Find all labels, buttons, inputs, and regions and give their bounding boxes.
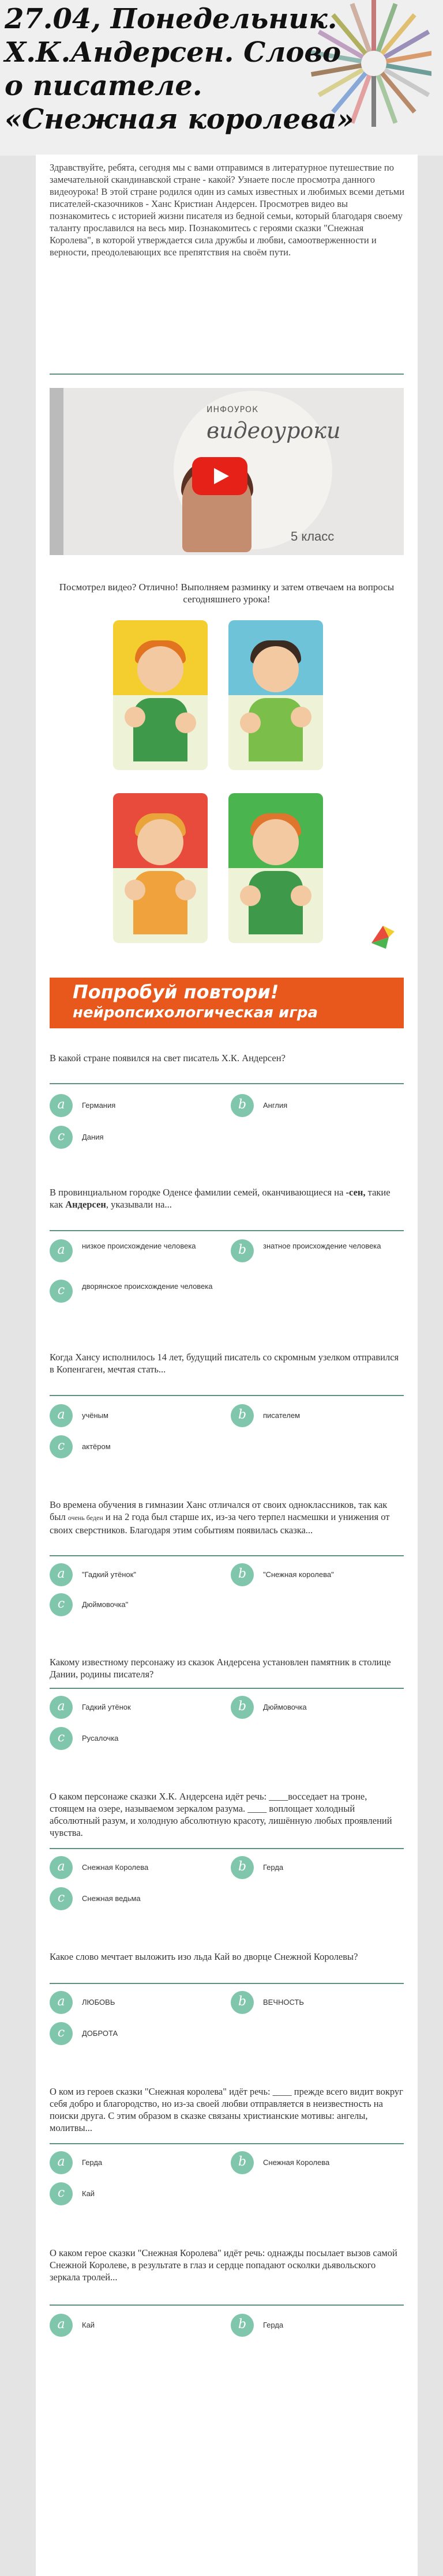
game-panel xyxy=(113,793,208,943)
option-letter-badge: a xyxy=(50,1696,73,1719)
option-letter-badge: a xyxy=(50,1094,73,1117)
game-panel xyxy=(228,620,323,770)
answer-option[interactable] xyxy=(50,1991,217,2014)
option-label: ДОБРОТА xyxy=(82,2029,118,2038)
option-letter-badge: c xyxy=(50,1593,73,1616)
question-text: О ком из героев сказки "Снежная королева" идёт речь: ____ прежде всего видит вокруг себя добро и благородство, но из-за своей любви отправляется в неизвестность на поиски друга. С этим образом в сказке связаны христианские мотивы: ангелы, молитвы... xyxy=(50,2086,403,2133)
option-letter-badge: c xyxy=(50,2182,73,2205)
option-label: Снежная ведьма xyxy=(82,1894,141,1903)
answer-option[interactable] xyxy=(50,1593,217,1616)
answer-option[interactable] xyxy=(50,1280,217,1303)
option-letter-badge: a xyxy=(50,1239,73,1262)
question-text-part: , указывали на... xyxy=(106,1199,172,1210)
answer-option[interactable] xyxy=(231,1094,398,1117)
answer-option[interactable] xyxy=(50,1126,217,1149)
option-label: Герда xyxy=(82,2158,103,2167)
answer-option[interactable] xyxy=(50,1727,217,1750)
option-label: Русалочка xyxy=(82,1734,119,1743)
answer-option[interactable] xyxy=(50,1887,217,1910)
answer-option[interactable] xyxy=(50,2182,217,2205)
answer-option[interactable] xyxy=(50,2151,217,2174)
divider xyxy=(50,1688,404,1689)
option-letter-badge: c xyxy=(50,1280,73,1303)
answer-option[interactable] xyxy=(50,1094,217,1117)
answer-option[interactable] xyxy=(231,2151,398,2174)
option-letter-badge: a xyxy=(50,2314,73,2337)
option-label: учёным xyxy=(82,1411,108,1420)
video-brand-main: видеоуроки xyxy=(207,418,341,443)
answer-option[interactable] xyxy=(231,1991,398,2014)
question-text-bold: -сен, xyxy=(346,1187,366,1198)
option-label: писателем xyxy=(263,1411,301,1420)
game-banner-subtitle: нейропсихологическая игра xyxy=(73,1004,318,1021)
game-panel xyxy=(113,620,208,770)
option-letter-badge: b xyxy=(231,1404,254,1427)
question-text xyxy=(50,1186,404,1210)
option-label: Кай xyxy=(82,2321,95,2329)
question-text-part: и на 2 года был старше их, из-за чего терпел насмешки и унижения от своих сверстников. Благодаря этим событиям появилась сказка... xyxy=(50,1511,390,1536)
question-text-part: В провинциальном городке Оденсе фамилии семей, оканчивающиеся на xyxy=(50,1187,346,1198)
option-label: низкое происхождение человека xyxy=(82,1242,196,1250)
answer-option[interactable] xyxy=(50,1404,217,1427)
game-panel xyxy=(228,793,323,943)
answer-option[interactable] xyxy=(50,1239,217,1262)
game-banner-title: Попробуй повтори! xyxy=(73,981,279,1003)
option-letter-badge: a xyxy=(50,2151,73,2174)
option-label: Герда xyxy=(263,2321,284,2329)
question-text-part: Во времена обучения в гимназии Ханс отличался от своих одноклассников, так как был xyxy=(50,1499,388,1522)
divider xyxy=(50,374,404,375)
bird-logo-icon xyxy=(366,920,400,955)
divider xyxy=(50,2305,404,2306)
question-text: О каком персонаже сказки Х.К. Андерсена идёт речь: ____восседает на троне, стоящем на озере, называемом зеркалом разума. ____ воплощает холодный абсолютный разум, и холодную абсолютную красоту, лишённую любых проявлений чувства. xyxy=(50,1791,392,1838)
option-label: Дания xyxy=(82,1133,104,1141)
question-text: В какой стране появился на свет писатель Х.К. Андерсен? xyxy=(50,1053,286,1063)
answer-option[interactable] xyxy=(50,2022,217,2045)
video-side-strip xyxy=(50,388,63,555)
game-banner xyxy=(50,978,404,1028)
option-label: Герда xyxy=(263,1863,284,1872)
divider xyxy=(50,1848,404,1849)
question-text xyxy=(50,1499,404,1536)
question-text: Какое слово мечтает выложить изо льда Кай во дворце Снежной Королевы? xyxy=(50,1951,358,1962)
option-letter-badge: c xyxy=(50,1727,73,1750)
answer-option[interactable] xyxy=(50,1696,217,1719)
video-class-label: 5 класс xyxy=(291,529,335,544)
option-label: ВЕЧНОСТЬ xyxy=(263,1998,304,2007)
question-text: О каком герое сказки "Снежная Королева" идёт речь: однажды посылает вызов самой Снежной Королеве, в результате в глаз и сердце попадают осколки дьявольского зеркала тролей... xyxy=(50,2247,397,2283)
option-letter-badge: b xyxy=(231,2151,254,2174)
option-label: "Снежная королева" xyxy=(263,1570,334,1579)
answer-option[interactable] xyxy=(50,1435,217,1458)
divider xyxy=(50,1555,404,1556)
option-label: "Гадкий утёнок" xyxy=(82,1570,136,1579)
intro-text: Здравствуйте, ребята, сегодня мы с вами отправимся в литературное путешествие по замечательной скандинавской стране - какой? Узнаете после просмотра данного видеоурока! В этой стране родился один из самых известных и любимых всеми детьми писателей-сказочников - Ханс Кристиан Андерсен. Просмотрев видео вы познакомитесь с историей жизни писателя из бедной семьи, который благодаря своему таланту прославился на весь мир. Познакомитесь с героями сказки "Снежная Королева", в которой утверждается сила дружбы и любви, самоотверженности и верности, преодолевающих все препятствия на своём пути. xyxy=(50,162,405,258)
option-letter-badge: c xyxy=(50,2022,73,2045)
option-letter-badge: b xyxy=(231,1094,254,1117)
answer-option[interactable] xyxy=(50,1563,217,1586)
question-text-bold: Андерсен xyxy=(65,1199,106,1210)
option-letter-badge: b xyxy=(231,1856,254,1879)
warmup-text: Посмотрел видео? Отлично! Выполняем разминку и затем отвечаем на вопросы сегодняшнего урока! xyxy=(59,582,395,605)
answer-option[interactable] xyxy=(231,1856,398,1879)
question-text-small: очень беден xyxy=(67,1514,103,1522)
option-letter-badge: a xyxy=(50,1563,73,1586)
option-label: Снежная Королева xyxy=(263,2158,330,2167)
option-label: знатное происхождение человека xyxy=(263,1242,381,1250)
answer-option[interactable] xyxy=(231,1239,398,1262)
option-label: Дюймовочка" xyxy=(82,1600,129,1609)
video-brand-top: ИНФОУРОК xyxy=(207,405,259,414)
option-label: ЛЮБОВЬ xyxy=(82,1998,115,2007)
option-letter-badge: a xyxy=(50,1404,73,1427)
question-text: Какому известному персонажу из сказок Андерсена установлен памятник в столице Дании, родины писателя? xyxy=(50,1657,391,1680)
divider xyxy=(50,1395,404,1396)
question-text-part: такие как xyxy=(50,1187,391,1210)
play-icon[interactable] xyxy=(192,457,247,495)
option-letter-badge: b xyxy=(231,2314,254,2337)
divider xyxy=(50,2143,404,2144)
answer-option[interactable] xyxy=(50,2314,217,2337)
option-label: Дюймовочка xyxy=(263,1703,307,1711)
video-player[interactable] xyxy=(50,388,404,555)
option-letter-badge: c xyxy=(50,1887,73,1910)
answer-option[interactable] xyxy=(231,1404,398,1427)
option-label: дворянское происхождение человека xyxy=(82,1282,213,1291)
option-letter-badge: b xyxy=(231,1991,254,2014)
option-letter-badge: b xyxy=(231,1696,254,1719)
divider xyxy=(50,1230,404,1231)
question-text: Когда Хансу исполнилось 14 лет, будущий писатель со скромным узелком отправился в Копенгаген, мечтая стать... xyxy=(50,1352,399,1375)
lesson-card xyxy=(36,154,418,2576)
option-label: Германия xyxy=(82,1101,116,1110)
option-label: актёром xyxy=(82,1442,111,1451)
divider xyxy=(50,1083,404,1084)
answer-option[interactable] xyxy=(50,1856,217,1879)
option-label: Кай xyxy=(82,2189,95,2198)
option-letter-badge: c xyxy=(50,1435,73,1458)
option-label: Англия xyxy=(263,1101,288,1110)
option-letter-badge: b xyxy=(231,1239,254,1262)
answer-option[interactable] xyxy=(231,1696,398,1719)
option-letter-badge: a xyxy=(50,1991,73,2014)
option-label: Снежная Королева xyxy=(82,1863,149,1872)
option-letter-badge: b xyxy=(231,1563,254,1586)
page-title: 27.04, Понедельник. Х.К.Андерсен. Слово о писателе. «Снежная королева» xyxy=(5,3,354,135)
option-letter-badge: c xyxy=(50,1126,73,1149)
answer-option[interactable] xyxy=(231,2314,398,2337)
option-letter-badge: a xyxy=(50,1856,73,1879)
answer-option[interactable] xyxy=(231,1563,398,1586)
divider xyxy=(50,1983,404,1984)
option-label: Гадкий утёнок xyxy=(82,1703,131,1711)
game-image xyxy=(50,620,404,1028)
